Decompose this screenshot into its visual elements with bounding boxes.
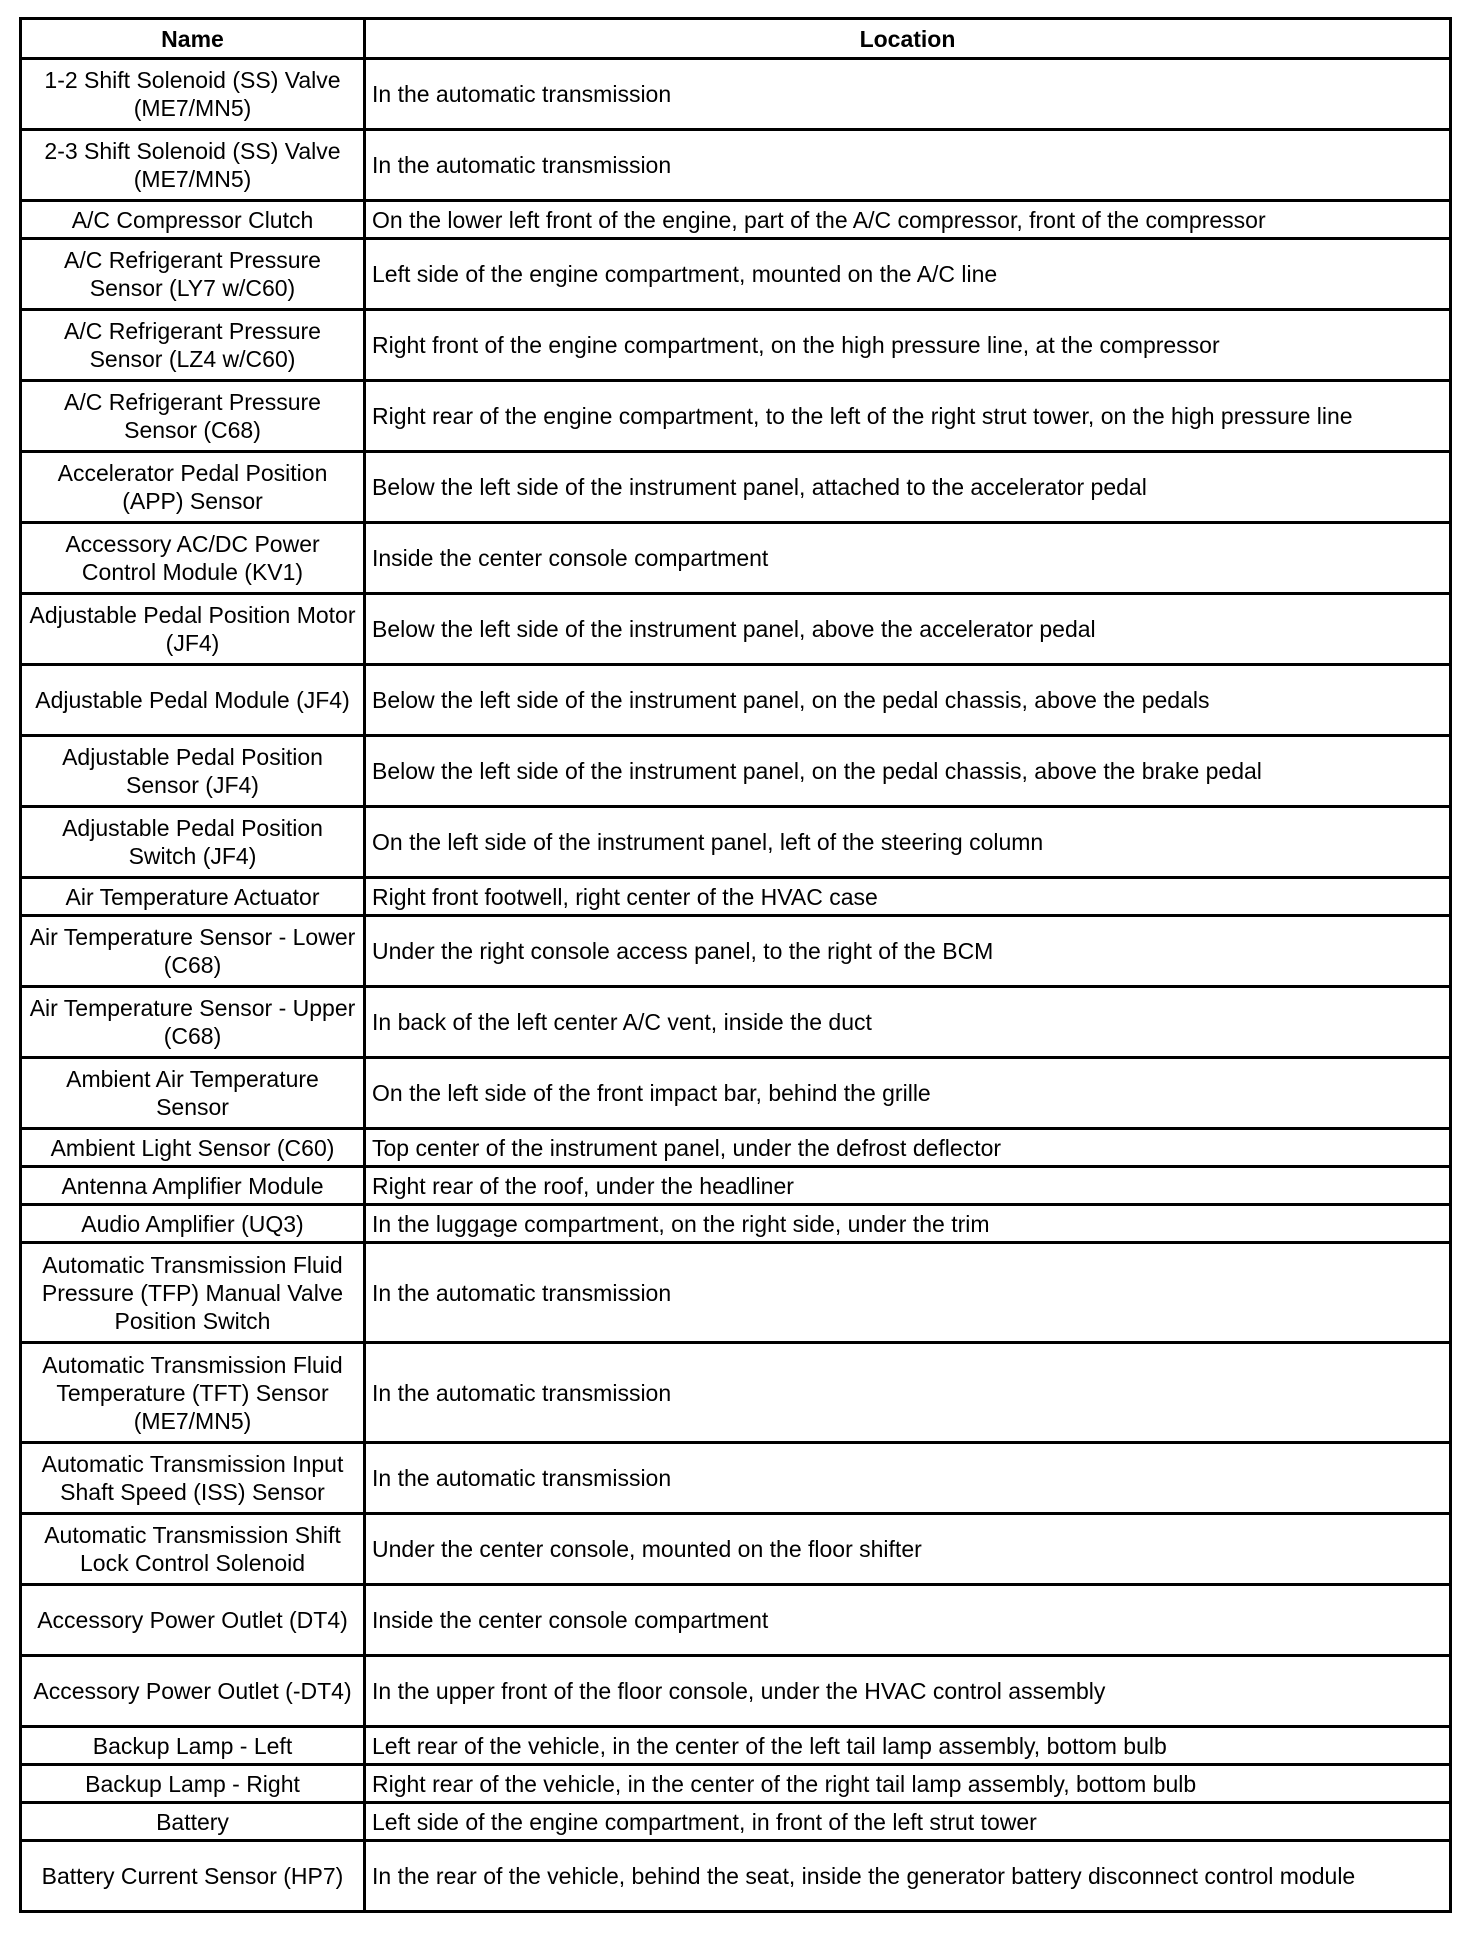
component-name-cell: A/C Refrigerant Pressure Sensor (C68)	[21, 381, 365, 452]
component-location-cell: Right front of the engine compartment, on the high pressure line, at the compressor	[365, 310, 1451, 381]
component-name-cell: Automatic Transmission Fluid Temperature (TFT) Sensor (ME7/MN5)	[21, 1343, 365, 1443]
table-row	[21, 59, 1451, 130]
component-name-cell: Air Temperature Sensor - Lower (C68)	[21, 916, 365, 987]
table-row	[21, 736, 1451, 807]
component-location-cell: Left rear of the vehicle, in the center of the left tail lamp assembly, bottom bulb	[365, 1727, 1451, 1765]
component-name-cell: Battery	[21, 1803, 365, 1841]
table-header-row	[21, 19, 1451, 59]
table-row	[21, 381, 1451, 452]
component-location-cell: In the automatic transmission	[365, 1443, 1451, 1514]
table-row	[21, 130, 1451, 201]
table-row	[21, 1514, 1451, 1585]
table-row	[21, 916, 1451, 987]
component-name-cell: Backup Lamp - Right	[21, 1765, 365, 1803]
component-name-cell: A/C Refrigerant Pressure Sensor (LZ4 w/C60)	[21, 310, 365, 381]
table-row	[21, 1058, 1451, 1129]
table-row	[21, 878, 1451, 916]
component-name-cell: Automatic Transmission Input Shaft Speed (ISS) Sensor	[21, 1443, 365, 1514]
component-location-cell: In back of the left center A/C vent, inside the duct	[365, 987, 1451, 1058]
table-row	[21, 239, 1451, 310]
component-location-cell: In the automatic transmission	[365, 59, 1451, 130]
table-row	[21, 1343, 1451, 1443]
component-name-cell: Adjustable Pedal Module (JF4)	[21, 665, 365, 736]
component-name-cell: Ambient Air Temperature Sensor	[21, 1058, 365, 1129]
component-location-cell: Under the right console access panel, to the right of the BCM	[365, 916, 1451, 987]
component-location-cell: Inside the center console compartment	[365, 1585, 1451, 1656]
component-location-cell: In the automatic transmission	[365, 1243, 1451, 1343]
component-name-cell: Audio Amplifier (UQ3)	[21, 1205, 365, 1243]
component-location-cell: Right rear of the engine compartment, to the left of the right strut tower, on the high pressure line	[365, 381, 1451, 452]
table-row	[21, 1443, 1451, 1514]
component-name-cell: Automatic Transmission Shift Lock Control Solenoid	[21, 1514, 365, 1585]
table-row	[21, 807, 1451, 878]
component-name-cell: Adjustable Pedal Position Switch (JF4)	[21, 807, 365, 878]
table-row	[21, 1585, 1451, 1656]
component-location-cell: Under the center console, mounted on the floor shifter	[365, 1514, 1451, 1585]
component-location-cell: On the lower left front of the engine, part of the A/C compressor, front of the compressor	[365, 201, 1451, 239]
table-row	[21, 201, 1451, 239]
component-name-cell: Antenna Amplifier Module	[21, 1167, 365, 1205]
component-name-cell: Air Temperature Actuator	[21, 878, 365, 916]
component-location-cell: Left side of the engine compartment, mounted on the A/C line	[365, 239, 1451, 310]
component-location-cell: In the upper front of the floor console, under the HVAC control assembly	[365, 1656, 1451, 1727]
component-name-cell: 2-3 Shift Solenoid (SS) Valve (ME7/MN5)	[21, 130, 365, 201]
table-row	[21, 1765, 1451, 1803]
table-row	[21, 1727, 1451, 1765]
table-row	[21, 1205, 1451, 1243]
component-name-cell: Accessory AC/DC Power Control Module (KV1)	[21, 523, 365, 594]
component-location-cell: Right front footwell, right center of the HVAC case	[365, 878, 1451, 916]
component-name-cell: Battery Current Sensor (HP7)	[21, 1841, 365, 1912]
component-location-cell: Below the left side of the instrument panel, attached to the accelerator pedal	[365, 452, 1451, 523]
table-row	[21, 987, 1451, 1058]
component-location-cell: Inside the center console compartment	[365, 523, 1451, 594]
component-name-cell: Air Temperature Sensor - Upper (C68)	[21, 987, 365, 1058]
component-name-cell: Adjustable Pedal Position Sensor (JF4)	[21, 736, 365, 807]
table-row	[21, 1841, 1451, 1912]
component-location-cell: Left side of the engine compartment, in front of the left strut tower	[365, 1803, 1451, 1841]
component-location-cell: In the rear of the vehicle, behind the seat, inside the generator battery disconnect control module	[365, 1841, 1451, 1912]
component-name-cell: Ambient Light Sensor (C60)	[21, 1129, 365, 1167]
table-row	[21, 452, 1451, 523]
component-location-cell: Below the left side of the instrument panel, above the accelerator pedal	[365, 594, 1451, 665]
table-row	[21, 1167, 1451, 1205]
header-location: Location	[365, 19, 1451, 59]
component-location-cell: In the automatic transmission	[365, 1343, 1451, 1443]
component-name-cell: Automatic Transmission Fluid Pressure (TFP) Manual Valve Position Switch	[21, 1243, 365, 1343]
table-row	[21, 1129, 1451, 1167]
component-location-cell: Below the left side of the instrument panel, on the pedal chassis, above the brake pedal	[365, 736, 1451, 807]
table-row	[21, 1243, 1451, 1343]
component-location-cell: On the left side of the instrument panel, left of the steering column	[365, 807, 1451, 878]
table-row	[21, 1656, 1451, 1727]
component-location-cell: In the automatic transmission	[365, 130, 1451, 201]
component-name-cell: A/C Compressor Clutch	[21, 201, 365, 239]
component-name-cell: 1-2 Shift Solenoid (SS) Valve (ME7/MN5)	[21, 59, 365, 130]
component-location-cell: Below the left side of the instrument panel, on the pedal chassis, above the pedals	[365, 665, 1451, 736]
component-location-cell: Right rear of the roof, under the headliner	[365, 1167, 1451, 1205]
component-name-cell: Backup Lamp - Left	[21, 1727, 365, 1765]
component-name-cell: Accelerator Pedal Position (APP) Sensor	[21, 452, 365, 523]
component-name-cell: A/C Refrigerant Pressure Sensor (LY7 w/C60)	[21, 239, 365, 310]
component-location-cell: Top center of the instrument panel, under the defrost deflector	[365, 1129, 1451, 1167]
component-location-cell: In the luggage compartment, on the right side, under the trim	[365, 1205, 1451, 1243]
component-location-cell: On the left side of the front impact bar, behind the grille	[365, 1058, 1451, 1129]
table-row	[21, 523, 1451, 594]
component-location-cell: Right rear of the vehicle, in the center of the right tail lamp assembly, bottom bulb	[365, 1765, 1451, 1803]
table-row	[21, 665, 1451, 736]
table-row	[21, 594, 1451, 665]
component-name-cell: Accessory Power Outlet (-DT4)	[21, 1656, 365, 1727]
component-name-cell: Adjustable Pedal Position Motor (JF4)	[21, 594, 365, 665]
header-name: Name	[21, 19, 365, 59]
component-location-table	[19, 17, 1452, 1913]
table-row	[21, 1803, 1451, 1841]
component-name-cell: Accessory Power Outlet (DT4)	[21, 1585, 365, 1656]
table-row	[21, 310, 1451, 381]
